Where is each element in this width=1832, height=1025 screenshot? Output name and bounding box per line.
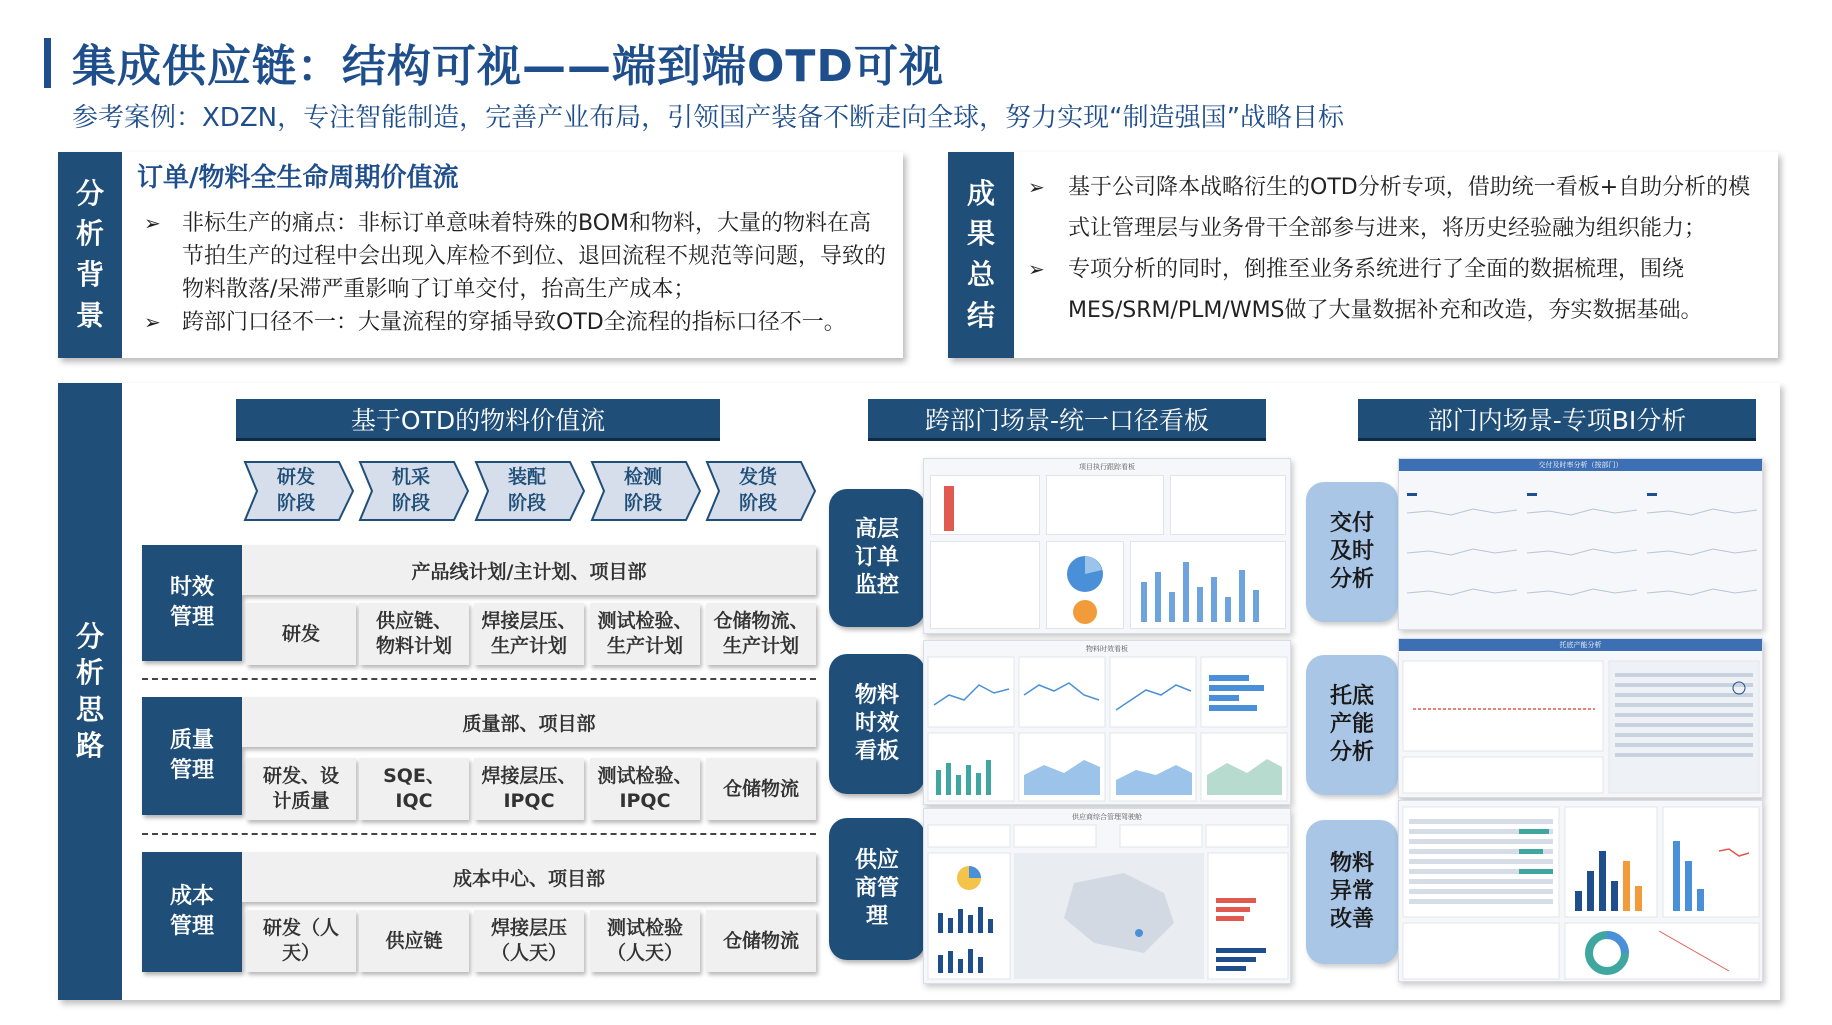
background-tab: [58, 152, 122, 358]
delivery-charts-icon: [1399, 473, 1763, 630]
board-supplier: 供应 商管 理: [829, 818, 925, 960]
matrix-cell: 测试检验、 生产计划: [590, 603, 700, 665]
matrix-cell: 仓储物流: [706, 758, 816, 820]
stage-label: 装配 阶段: [507, 466, 546, 514]
background-tab-char: 景: [75, 298, 104, 332]
analysis-tab: [58, 383, 122, 1000]
matrix-cell: 焊接层压、 生产计划: [474, 603, 584, 665]
bi-thumbnail: [1398, 800, 1763, 982]
category-cost: 成本 管理: [142, 852, 242, 972]
thumbnail-widget: [930, 541, 1040, 629]
thumbnail-widget: [1170, 475, 1286, 535]
matrix-cell: 焊接层压 （人天）: [474, 910, 584, 972]
matrix-cell: SQE、 IQC: [359, 758, 469, 820]
result-tab-char: 结: [966, 298, 995, 332]
capacity-chart-icon: [1399, 653, 1763, 798]
board-exec-order: 高层 订单 监控: [829, 489, 925, 627]
analysis-tab-char: 分: [75, 619, 104, 653]
bi-thumbnail: [1398, 638, 1763, 798]
thumbnail-widget: [1046, 541, 1124, 629]
background-tab-char: 背: [75, 258, 104, 291]
analysis-capacity: 托底 产能 分析: [1306, 655, 1398, 795]
stage-chevron: [243, 460, 355, 522]
dashboard-thumbnail: [923, 458, 1291, 634]
board-material-time: 物料 时效 看板: [829, 654, 925, 794]
stage-chevron: [705, 460, 817, 522]
category-time: 时效 管理: [142, 545, 242, 661]
line-charts-icon: [924, 655, 1291, 805]
stage-chevron: [590, 460, 702, 522]
thumbnail-title: 项目执行跟踪看板: [1079, 463, 1135, 471]
result-tab: [948, 152, 1014, 358]
matrix-cell: 测试检验、 IPQC: [590, 758, 700, 820]
thumbnail-title: 托底产能分析: [1399, 639, 1762, 651]
value-stream-header: 基于OTD的物料价值流: [236, 399, 720, 441]
dashboard-thumbnail: [923, 808, 1291, 984]
dashboard-thumbnail: [923, 640, 1291, 805]
pie-icon: [1047, 542, 1123, 628]
matrix-cell: 焊接层压、 IPQC: [474, 758, 584, 820]
matrix-cell: 供应链: [359, 910, 469, 972]
matrix-cell: 测试检验 （人天）: [590, 910, 700, 972]
red-bar-icon: [934, 481, 964, 541]
owner-bar: 产品线计划/主计划、项目部: [242, 545, 816, 595]
stage-label: 检测 阶段: [623, 466, 662, 514]
page-title: 集成供应链：结构可视——端到端OTD可视: [72, 41, 944, 92]
thumbnail-widget: [1046, 475, 1164, 535]
analysis-tab-char: 析: [75, 656, 104, 690]
stage-label: 发货 阶段: [738, 466, 777, 514]
thumbnail-widget: [1130, 541, 1286, 629]
analysis-delivery: 交付 及时 分析: [1306, 482, 1398, 622]
background-bullet: ➢ 非标生产的痛点：非标订单意味着特殊的BOM和物料，大量的物料在高节拍生产的过程中会出现入库检不到位、退回流程不规范等问题，导致的物料散落/呆滞严重影响了订单交付，抬高生产成本；: [140, 207, 892, 306]
result-tab-char: 总: [966, 258, 995, 291]
supplier-dashboard-icon: [924, 823, 1291, 983]
thumbnail-title: 物料时效看板: [1086, 645, 1128, 653]
owner-bar: 成本中心、项目部: [242, 852, 816, 902]
result-bullet: ➢ 专项分析的同时，倒推至业务系统进行了全面的数据梳理，围绕MES/SRM/PLM/WMS做了大量数据补充和改造，夯实数据基础。: [1024, 249, 1769, 331]
page-subtitle: 参考案例：XDZN，专注智能制造，完善产业布局，引领国产装备不断走向全球，努力实现“制造强国”战略目标: [72, 103, 1345, 133]
matrix-cell: 供应链、 物料计划: [359, 603, 469, 665]
exception-charts-icon: [1399, 801, 1763, 982]
matrix-cell: 研发、设 计质量: [246, 758, 356, 820]
cross-dept-header: 跨部门场景-统一口径看板: [868, 399, 1266, 441]
result-bullet: ➢ 基于公司降本战略衍生的OTD分析专项，借助统一看板+自助分析的模式让管理层与业务骨干全部参与进来，将历史经验融为组织能力；: [1024, 167, 1769, 249]
stage-label: 机采 阶段: [391, 466, 430, 514]
bi-thumbnail: [1398, 458, 1763, 630]
row-divider: [142, 833, 816, 835]
background-bullets: [140, 207, 892, 339]
matrix-cell: 研发: [246, 603, 356, 665]
analysis-tab-char: 思: [75, 692, 104, 726]
analysis-material-exception: 物料 异常 改善: [1306, 820, 1398, 964]
bar-chart-icon: [1131, 542, 1285, 628]
matrix-cell: 仓储物流、 生产计划: [706, 603, 816, 665]
background-tab-char: 析: [75, 217, 104, 251]
matrix-cell: 仓储物流: [706, 910, 816, 972]
category-quality: 质量 管理: [142, 697, 242, 815]
result-bullets: [1024, 167, 1769, 331]
thumbnail-title: 供应商综合管理驾驶舱: [1072, 813, 1142, 821]
result-tab-char: 果: [966, 217, 995, 251]
stage-chevron: [358, 460, 470, 522]
matrix-cell: 研发（人 天）: [246, 910, 356, 972]
in-dept-header: 部门内场景-专项BI分析: [1358, 399, 1756, 441]
owner-bar: 质量部、项目部: [242, 697, 816, 747]
background-tab-char: 分: [75, 176, 104, 210]
stage-label: 研发 阶段: [276, 466, 315, 514]
background-heading: 订单/物料全生命周期价值流: [137, 163, 459, 193]
analysis-tab-char: 路: [75, 728, 104, 762]
result-tab-char: 成: [966, 176, 995, 210]
stage-chevron: [474, 460, 586, 522]
thumbnail-title: 交付及时率分析（按部门）: [1399, 459, 1762, 471]
background-bullet: ➢ 跨部门口径不一：大量流程的穿插导致OTD全流程的指标口径不一。: [140, 306, 892, 339]
row-divider: [142, 678, 816, 680]
title-accent-bar: [44, 38, 51, 88]
